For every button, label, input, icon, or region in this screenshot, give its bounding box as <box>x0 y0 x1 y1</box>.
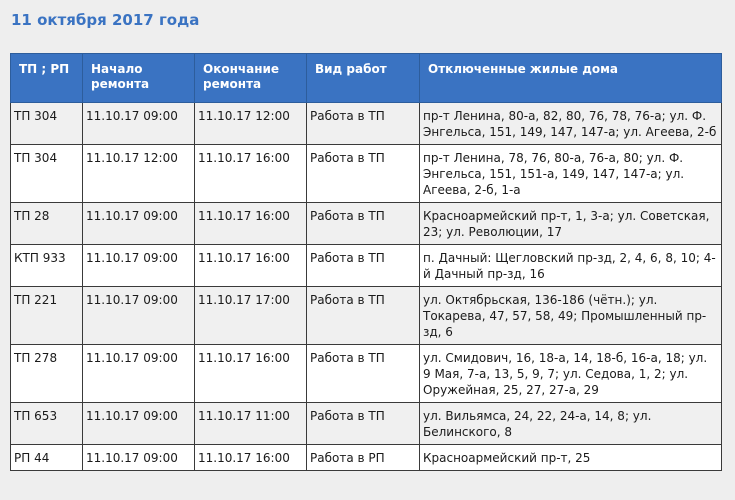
cell-work: Работа в ТП <box>307 403 420 445</box>
cell-work: Работа в ТП <box>307 345 420 403</box>
cell-tp: ТП 28 <box>11 203 83 245</box>
cell-start: 11.10.17 09:00 <box>83 287 195 345</box>
header-tp: ТП ; РП <box>11 54 83 103</box>
table-row <box>11 203 722 245</box>
cell-houses: Красноармейский пр-т, 1, 3-а; ул. Советская, 23; ул. Революции, 17 <box>420 203 722 245</box>
cell-houses: Красноармейский пр-т, 25 <box>420 445 722 471</box>
cell-start: 11.10.17 12:00 <box>83 145 195 203</box>
cell-work: Работа в РП <box>307 445 420 471</box>
table-header-row <box>11 54 722 103</box>
cell-houses: ул. Смидович, 16, 18-а, 14, 18-б, 16-а, 18; ул. 9 Мая, 7-а, 13, 5, 9, 7; ул. Седова, 1, 2; ул. Оружейная, 25, 27, 27-а, 29 <box>420 345 722 403</box>
cell-houses: ул. Октябрьская, 136-186 (чётн.); ул. Токарева, 47, 57, 58, 49; Промышленный пр-зд, 6 <box>420 287 722 345</box>
cell-start: 11.10.17 09:00 <box>83 203 195 245</box>
cell-end: 11.10.17 16:00 <box>195 345 307 403</box>
cell-tp: КТП 933 <box>11 245 83 287</box>
cell-work: Работа в ТП <box>307 203 420 245</box>
cell-tp: РП 44 <box>11 445 83 471</box>
cell-end: 11.10.17 12:00 <box>195 103 307 145</box>
cell-start: 11.10.17 09:00 <box>83 445 195 471</box>
table-body <box>11 103 722 471</box>
cell-start: 11.10.17 09:00 <box>83 245 195 287</box>
table-row <box>11 403 722 445</box>
cell-end: 11.10.17 16:00 <box>195 245 307 287</box>
cell-work: Работа в ТП <box>307 287 420 345</box>
header-start: Начало ремонта <box>83 54 195 103</box>
cell-work: Работа в ТП <box>307 103 420 145</box>
cell-tp: ТП 304 <box>11 103 83 145</box>
table-row <box>11 103 722 145</box>
table-row <box>11 445 722 471</box>
cell-tp: ТП 653 <box>11 403 83 445</box>
outages-table <box>10 53 722 471</box>
cell-tp: ТП 278 <box>11 345 83 403</box>
header-end: Окончание ремонта <box>195 54 307 103</box>
page-title: 11 октября 2017 года <box>11 11 200 29</box>
cell-end: 11.10.17 11:00 <box>195 403 307 445</box>
cell-end: 11.10.17 17:00 <box>195 287 307 345</box>
header-houses: Отключенные жилые дома <box>420 54 722 103</box>
cell-houses: ул. Вильямса, 24, 22, 24-а, 14, 8; ул. Белинского, 8 <box>420 403 722 445</box>
cell-end: 11.10.17 16:00 <box>195 203 307 245</box>
table-row <box>11 145 722 203</box>
cell-end: 11.10.17 16:00 <box>195 445 307 471</box>
cell-houses: пр-т Ленина, 78, 76, 80-а, 76-а, 80; ул. Ф. Энгельса, 151, 151-а, 149, 147, 147-а; ул. Агеева, 2-б, 1-а <box>420 145 722 203</box>
cell-start: 11.10.17 09:00 <box>83 345 195 403</box>
table-row <box>11 287 722 345</box>
cell-houses: п. Дачный: Щегловский пр-зд, 2, 4, 6, 8, 10; 4-й Дачный пр-зд, 16 <box>420 245 722 287</box>
cell-tp: ТП 221 <box>11 287 83 345</box>
cell-tp: ТП 304 <box>11 145 83 203</box>
table-row <box>11 345 722 403</box>
cell-houses: пр-т Ленина, 80-а, 82, 80, 76, 78, 76-а; ул. Ф. Энгельса, 151, 149, 147, 147-а; ул. Агеева, 2-б <box>420 103 722 145</box>
cell-work: Работа в ТП <box>307 145 420 203</box>
table-row <box>11 245 722 287</box>
cell-work: Работа в ТП <box>307 245 420 287</box>
cell-start: 11.10.17 09:00 <box>83 103 195 145</box>
cell-start: 11.10.17 09:00 <box>83 403 195 445</box>
header-work: Вид работ <box>307 54 420 103</box>
cell-end: 11.10.17 16:00 <box>195 145 307 203</box>
